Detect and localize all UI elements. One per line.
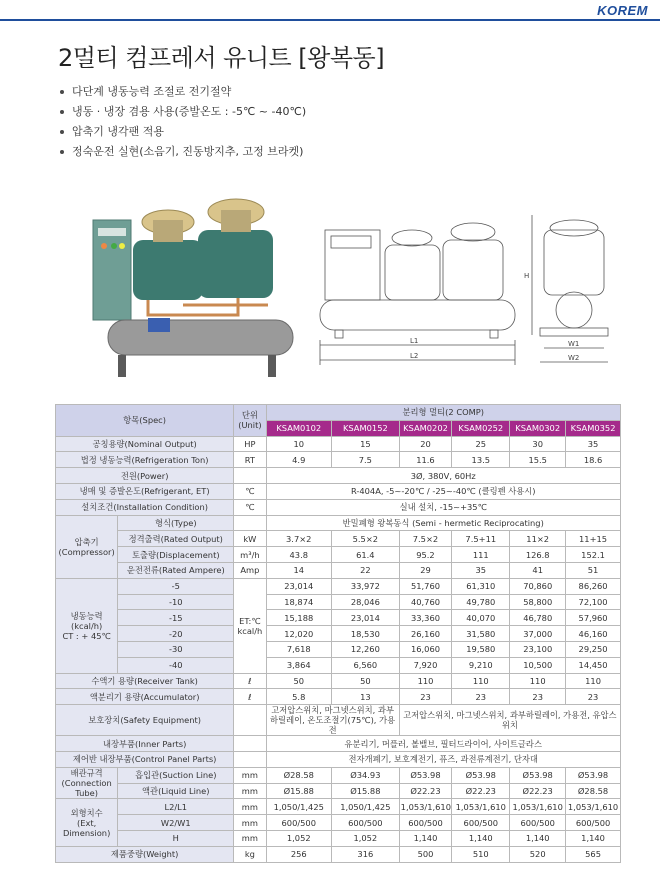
w1-label: W1 [568,340,580,348]
table-row: 압축기 (Compressor) 형식(Type) 반밀폐형 왕복동식 (Semi - hermetic Reciprocating) [56,515,621,531]
table-row: -20 12,020 18,530 26,160 31,580 37,000 46,160 [56,626,621,642]
table-row: 제어반 내장부품(Control Panel Parts) 전자개폐기, 보호계전기, 퓨즈, 과전류계전기, 단자대 [56,751,621,767]
spec-table [55,404,621,863]
header-divider [0,19,660,21]
feature-item: 다단계 냉동능력 조절로 전기절약 [60,82,306,102]
table-row: 내장부품(Inner Parts) 유분리기, 머플러, 볼밸브, 필터드라이어, 사이트글라스 [56,736,621,752]
header-group: 분리형 멀티(2 COMP) [266,405,621,421]
model-header: KSAM0302 [510,420,566,436]
table-row: 냉동능력 (kcal/h) CT : + 45℃ -5 ET:℃ kcal/h 23,014 33,972 51,760 61,310 70,860 86,260 [56,578,621,594]
feature-item: 냉동 · 냉장 겸용 사용(증발온도 : -5℃ ~ -40℃) [60,102,306,122]
table-row: -40 3,864 6,560 7,920 9,210 10,500 14,450 [56,657,621,673]
header-unit: 단위 (Unit) [234,405,266,437]
model-header: KSAM0252 [452,420,510,436]
table-row: 전원(Power) 3Ø, 380V, 60Hz [56,468,621,484]
feature-item: 압축기 냉각팬 적용 [60,122,306,142]
table-row: H mm 1,052 1,052 1,140 1,140 1,140 1,140 [56,830,621,846]
brand-logo: KOREM [597,3,648,18]
table-row: 설치조건(Installation Condition) ℃ 실내 설치, -15~+35℃ [56,499,621,515]
table-row: 제품중량(Weight) kg 256 316 500 510 520 565 [56,846,621,862]
model-header: KSAM0352 [566,420,621,436]
table-row: 외형치수 (Ext, Dimension) L2/L1 mm 1,050/1,425 1,050/1,425 1,053/1,610 1,053/1,610 1,053/1,610 1,053/1,610 [56,799,621,815]
front-view-drawing [315,210,520,370]
table-row: 배관규격 (Connection Tube) 흡입관(Suction Line) mm Ø28.58 Ø34.93 Ø53.98 Ø53.98 Ø53.98 Ø53.98 [56,767,621,783]
feature-item: 정숙운전 실현(소음기, 진동방지추, 고정 브라켓) [60,142,306,162]
model-header: KSAM0152 [332,420,400,436]
table-row: 수액기 용량(Receiver Tank) ℓ 50 50 110 110 110 110 [56,673,621,689]
w2-label: W2 [568,354,580,362]
page-title: 2멀티 컴프레서 유니트 [왕복동] [58,44,385,72]
table-row: 보호장치(Safety Equipment) 고저압스위치, 마그넷스위치, 과부하릴레이, 온도조절기(75℃), 가용전 고저압스위치, 마그넷스위치, 과부하릴레이, 가용전, 유압스위치 [56,705,621,736]
side-view-drawing [522,210,620,370]
table-row: 정격출력(Rated Output) kW 3.7×2 5.5×2 7.5×2 7.5+11 11×2 11+15 [56,531,621,547]
h-label: H [524,272,530,280]
model-header: KSAM0202 [399,420,452,436]
table-row: 액분리기 용량(Accumulator) ℓ 5.8 13 23 23 23 23 [56,689,621,705]
table-row: 운전전류(Rated Ampere) Amp 14 22 29 35 41 51 [56,562,621,578]
l2-label: L2 [410,352,419,360]
table-row: W2/W1 mm 600/500 600/500 600/500 600/500 600/500 600/500 [56,815,621,831]
table-row: 냉매 및 증발온도(Refrigerant, ET) ℃ R-404A, -5~-20℃ / -25~-40℃ (클링펜 사용시) [56,483,621,499]
table-row: -15 15,188 23,014 33,360 40,070 46,780 57,960 [56,610,621,626]
model-header: KSAM0102 [266,420,332,436]
header-item: 항목(Spec) [56,405,234,437]
l1-label: L1 [410,337,419,345]
table-row: 액관(Liquid Line) mm Ø15.88 Ø15.88 Ø22.23 Ø22.23 Ø22.23 Ø28.58 [56,783,621,799]
table-row: 공칭용량(Nominal Output) HP 10 15 20 25 30 35 [56,436,621,452]
table-row: -10 18,874 28,046 40,760 49,780 58,800 72,100 [56,594,621,610]
table-row: 토출량(Displacement) m³/h 43.8 61.4 95.2 111 126.8 152.1 [56,547,621,563]
feature-list [60,82,306,162]
product-photo [88,190,298,390]
table-row: 법정 냉동능력(Refrigeration Ton) RT 4.9 7.5 11.6 13.5 15.5 18.6 [56,452,621,468]
table-row: -30 7,618 12,260 16,060 19,580 23,100 29,250 [56,641,621,657]
